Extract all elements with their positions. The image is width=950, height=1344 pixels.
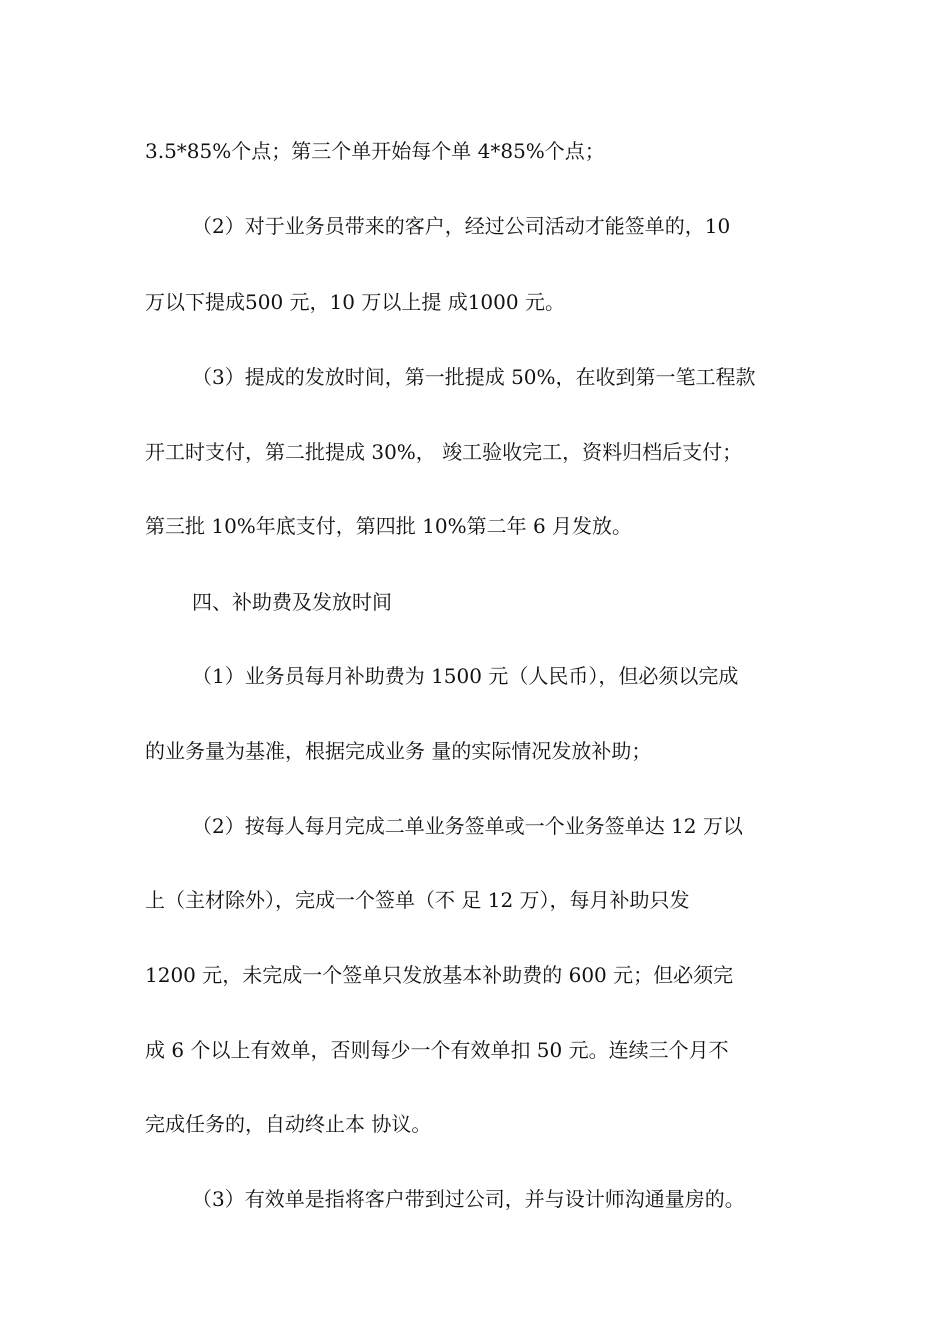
text-line-9: 的业务量为基准，根据完成业务 量的实际情况发放补助； <box>145 739 652 763</box>
text-line-11: 上（主材除外），完成一个签单（不 足 12 万），每月补助只发 <box>145 888 690 912</box>
text-line-1: 3.5*85%个点；第三个单开始每个单 4*85%个点； <box>145 139 605 163</box>
text-line-10: （2）按每人每月完成二单业务签单或一个业务签单达 12 万以 <box>192 814 743 838</box>
text-line-13: 成 6 个以上有效单，否则每少一个有效单扣 50 元。连续三个月不 <box>145 1038 729 1062</box>
text-line-6: 第三批 10%年底支付，第四批 10%第二年 6 月发放。 <box>145 514 633 538</box>
text-line-2: （2）对于业务员带来的客户，经过公司活动才能签单的，10 <box>192 214 731 238</box>
text-line-5: 开工时支付，第二批提成 30%， 竣工验收完工，资料归档后支付； <box>145 440 743 464</box>
text-line-8: （1）业务员每月补助费为 1500 元（人民币），但必须以完成 <box>192 664 739 688</box>
text-line-15: （3）有效单是指将客户带到过公司，并与设计师沟通量房的。 <box>192 1187 745 1211</box>
text-line-14: 完成任务的，自动终止本 协议。 <box>145 1112 432 1136</box>
text-line-3: 万以下提成500 元，10 万以上提 成1000 元。 <box>145 290 565 314</box>
text-line-12: 1200 元，未完成一个签单只发放基本补助费的 600 元；但必须完 <box>145 963 734 987</box>
text-line-4: （3）提成的发放时间，第一批提成 50%，在收到第一笔工程款 <box>192 365 756 389</box>
section-heading: 四、补助费及发放时间 <box>192 590 392 614</box>
